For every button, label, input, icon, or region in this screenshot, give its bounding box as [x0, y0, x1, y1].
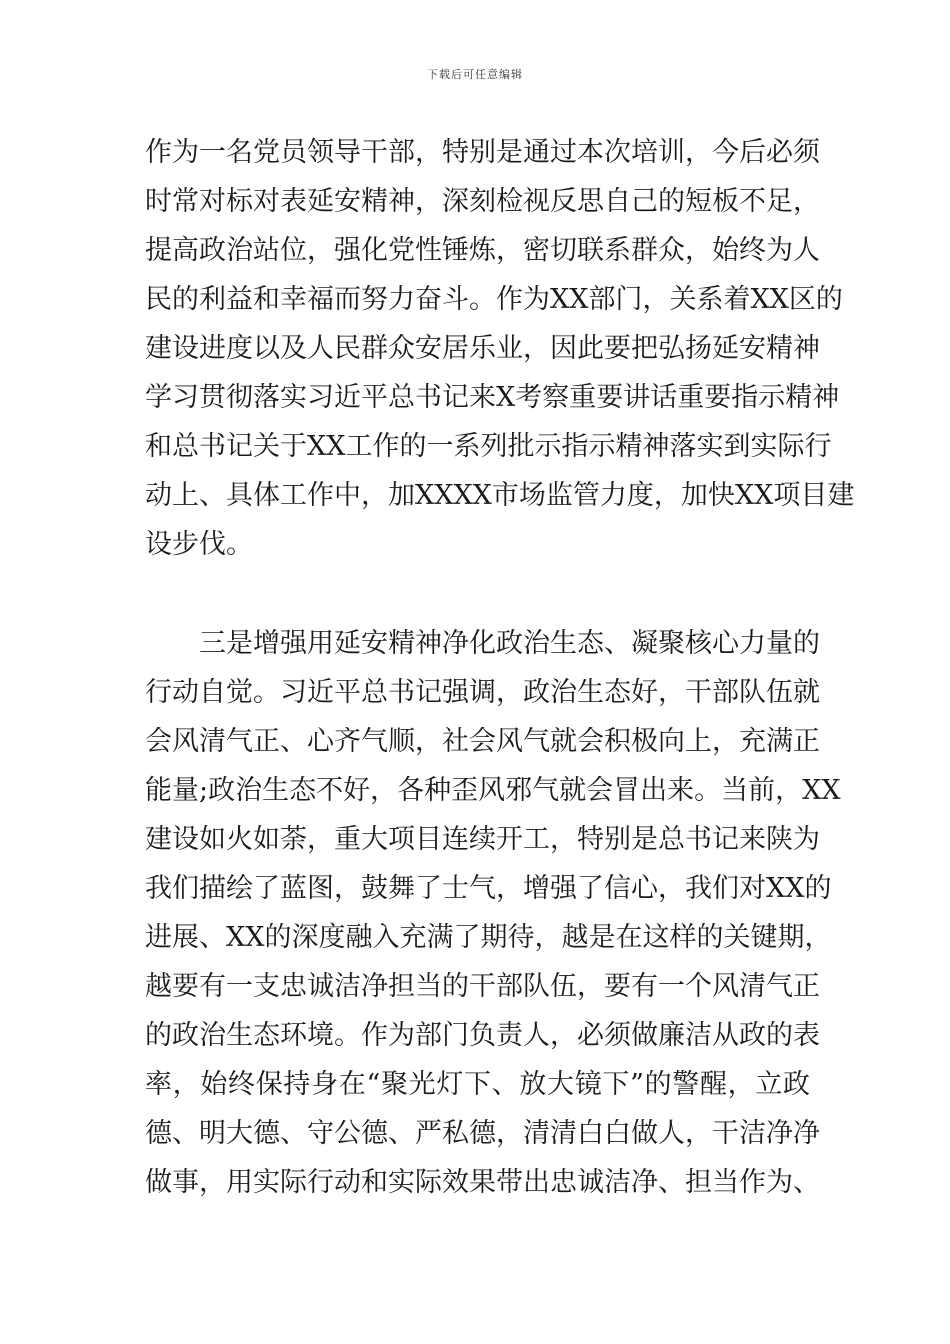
paragraph-spacer	[145, 569, 810, 619]
text-line: 三是增强用延安精神净化政治生态、凝聚核心力量的	[145, 628, 820, 659]
paragraph-2	[145, 619, 841, 1207]
text-line: 的政治生态环境。作为部门负责人，必须做廉洁从政的表	[145, 1020, 820, 1051]
text-line: 设步伐。	[145, 529, 253, 560]
text-line: 会风清气正、心齐气顺，社会风气就会积极向上，充满正	[145, 726, 820, 757]
paragraph-1	[145, 128, 855, 569]
text-line: 和总书记关于XX工作的一系列批示指示精神落实到实际行	[145, 431, 832, 462]
text-line: 进展、XX的深度融入充满了期待，越是在这样的关键期，	[145, 922, 832, 953]
text-line: 建设如火如荼，重大项目连续开工，特别是总书记来陕为	[145, 824, 820, 855]
text-line: 能量;政治生态不好，各种歪风邪气就会冒出来。当前，XX	[145, 775, 841, 806]
text-line: 越要有一支忠诚洁净担当的干部队伍，要有一个风清气正	[145, 971, 820, 1002]
document-body	[145, 128, 855, 1207]
text-line: 德、明大德、守公德、严私德，清清白白做人，干洁净净	[145, 1118, 820, 1149]
text-line: 提高政治站位，强化党性锤炼，密切联系群众，始终为人	[145, 235, 820, 266]
text-line: 做事，用实际行动和实际效果带出忠诚洁净、担当作为、	[145, 1167, 820, 1198]
text-line: 动上、具体工作中，加XXXX市场监管力度，加快XX项目建	[145, 480, 855, 511]
text-line: 时常对标对表延安精神，深刻检视反思自己的短板不足，	[145, 186, 820, 217]
text-line: 率，始终保持身在“聚光灯下、放大镜下”的警醒，立政	[145, 1069, 810, 1100]
text-line: 建设进度以及人民群众安居乐业，因此要把弘扬延安精神	[145, 333, 820, 364]
text-line: 作为一名党员领导干部，特别是通过本次培训，今后必须	[145, 137, 820, 168]
header-note: 下载后可任意编辑	[427, 68, 523, 81]
text-line: 民的利益和幸福而努力奋斗。作为XX部门，关系着XX区的	[145, 284, 843, 315]
text-line: 行动自觉。习近平总书记强调，政治生态好，干部队伍就	[145, 677, 820, 708]
text-line: 我们描绘了蓝图，鼓舞了士气，增强了信心，我们对XX的	[145, 873, 832, 904]
text-line: 学习贯彻落实习近平总书记来X考察重要讲话重要指示精神	[145, 382, 840, 413]
